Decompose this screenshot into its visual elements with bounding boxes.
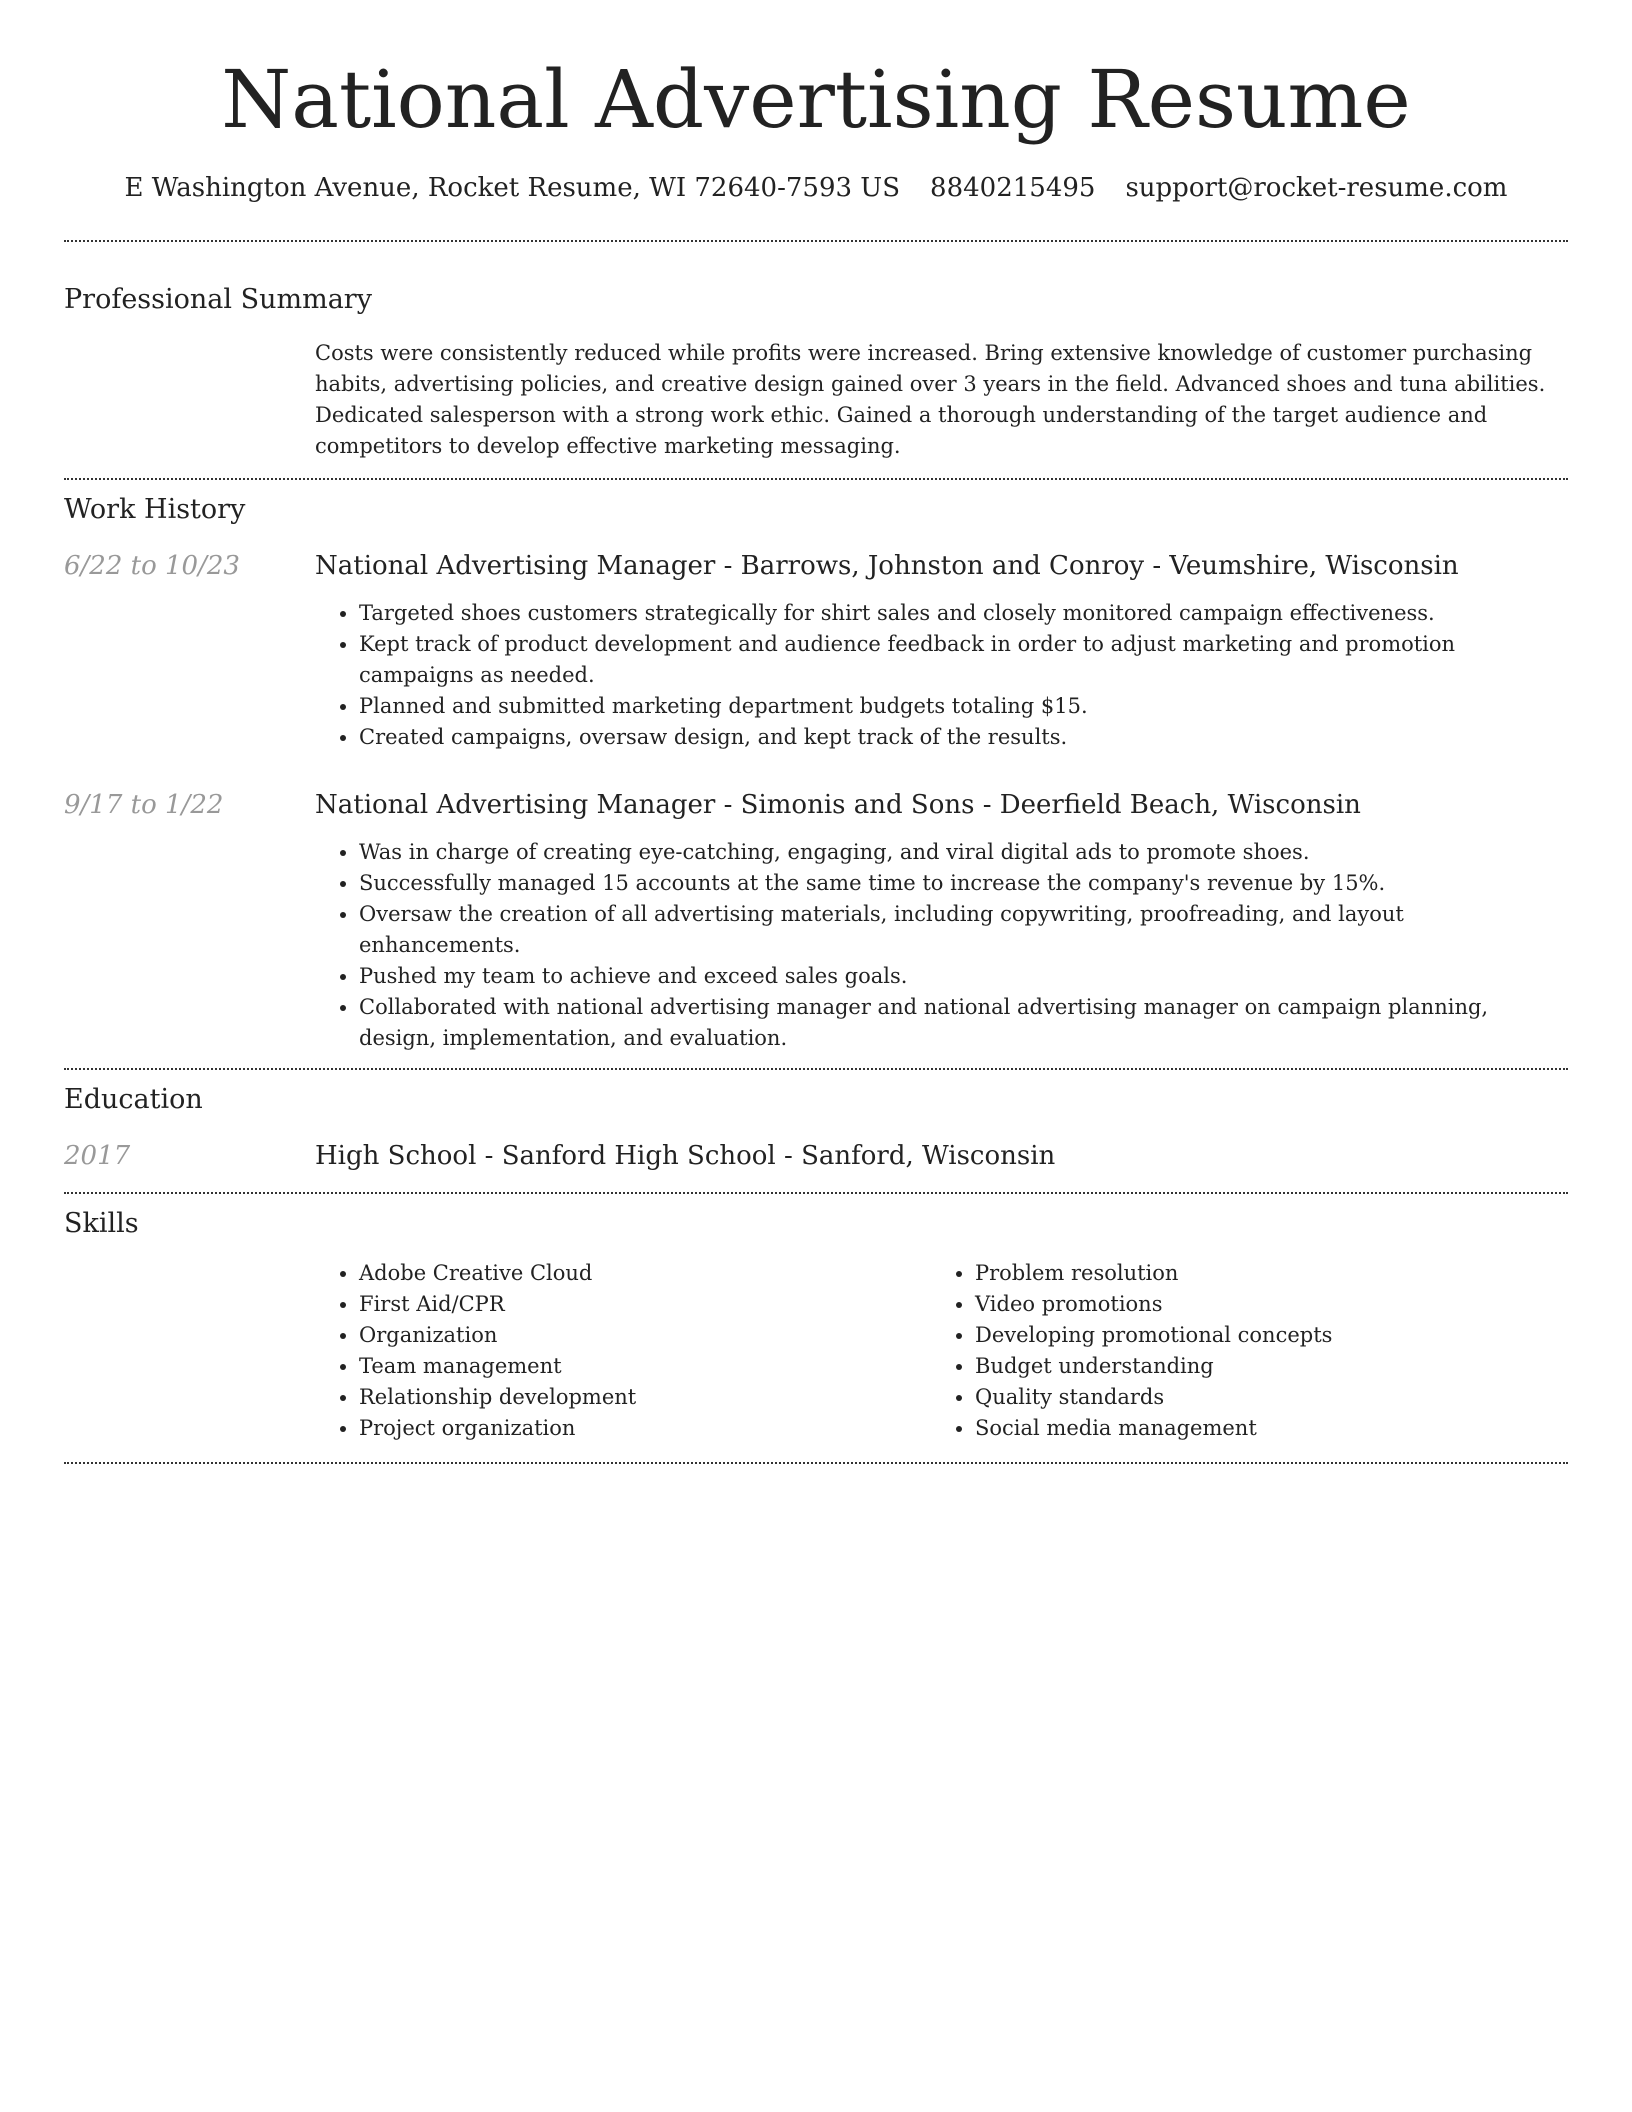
contact-line [64, 170, 1568, 206]
education-dates: 2017 [64, 1141, 131, 1171]
skill-item: • Quality standards [975, 1382, 1547, 1413]
education-body [315, 1138, 1568, 1174]
job-bullet: • Was in charge of creating eye-catching, engaging, and viral digital ads to promote shoes. [359, 837, 1568, 868]
job-bullet: • Kept track of product development and audience feedback in order to adjust marketing and promotion campaigns as needed. [359, 629, 1568, 691]
job-bullet: • Oversaw the creation of all advertising materials, including copywriting, proofreading, and layout enhancements. [359, 899, 1568, 961]
contact-email: support@rocket-resume.com [1125, 173, 1508, 203]
skill-item: • Video promotions [975, 1289, 1547, 1320]
job-heading: National Advertising Manager - Simonis and Sons - Deerfield Beach, Wisconsin [315, 790, 1361, 820]
contact-address: E Washington Avenue, Rocket Resume, WI 72640-7593 US [124, 173, 901, 203]
education-entry [64, 1138, 1568, 1174]
education-title: Education [64, 1084, 203, 1115]
skill-item: • Team management [359, 1351, 931, 1382]
job-body [315, 787, 1568, 1054]
job-bullet: • Targeted shoes customers strategically for shirt sales and closely monitored campaign effectiveness. [359, 598, 1568, 629]
skill-item: • Social media management [975, 1413, 1547, 1444]
summary-text: Costs were consistently reduced while profits were increased. Bring extensive knowledge of customer purchasing habits, advertising policies, and creative design gained over 3 years in the field. Advanced shoes and tuna abilities. Dedicated salesperson with a strong work ethic. Gained a thorough understanding of the target audience and competitors to develop effective marketing messaging. [315, 341, 1546, 458]
job-bullets [315, 837, 1568, 1054]
job-body [315, 548, 1568, 753]
job-bullet: • Successfully managed 15 accounts at the same time to increase the company's revenue by 15%. [359, 868, 1568, 899]
skills-list-right [931, 1258, 1547, 1444]
skills-grid [315, 1258, 1568, 1444]
resume-title: National Advertising Resume [221, 53, 1411, 146]
skill-item: • Organization [359, 1320, 931, 1351]
skill-item: • Problem resolution [975, 1258, 1547, 1289]
skills-title: Skills [64, 1208, 139, 1239]
job-bullet: • Created campaigns, oversaw design, and kept track of the results. [359, 722, 1568, 753]
skill-item: • Developing promotional concepts [975, 1320, 1547, 1351]
skill-item: • Relationship development [359, 1382, 931, 1413]
education-heading: High School - Sanford High School - Sanford, Wisconsin [315, 1141, 1056, 1171]
job-bullet: • Collaborated with national advertising manager and national advertising manager on campaign planning, design, implementation, and evaluation. [359, 992, 1568, 1054]
skill-item: • Adobe Creative Cloud [359, 1258, 931, 1289]
skill-item: • Budget understanding [975, 1351, 1547, 1382]
summary-divider [64, 478, 1568, 480]
job-dates: 6/22 to 10/23 [64, 551, 240, 581]
work-history-section [64, 492, 1568, 1070]
job-entry [64, 548, 1568, 753]
skills-list-left [315, 1258, 931, 1444]
skills-column-right [931, 1258, 1547, 1444]
contact-phone: 8840215495 [930, 173, 1096, 203]
job-entry [64, 787, 1568, 1054]
summary-section [64, 282, 1568, 462]
education-divider [64, 1192, 1568, 1194]
header-divider [64, 240, 1568, 242]
skills-divider [64, 1462, 1568, 1464]
skill-item: • First Aid/CPR [359, 1289, 931, 1320]
job-bullet: • Pushed my team to achieve and exceed sales goals. [359, 961, 1568, 992]
skill-item: • Project organization [359, 1413, 931, 1444]
job-bullets [315, 598, 1568, 753]
skills-section [64, 1206, 1568, 1464]
work-history-title: Work History [64, 494, 246, 525]
job-bullet: • Planned and submitted marketing department budgets totaling $15. [359, 691, 1568, 722]
job-dates: 9/17 to 1/22 [64, 790, 224, 820]
work-history-divider [64, 1068, 1568, 1070]
summary-title: Professional Summary [64, 284, 372, 315]
education-section [64, 1082, 1568, 1194]
job-heading: National Advertising Manager - Barrows, Johnston and Conroy - Veumshire, Wisconsin [315, 551, 1459, 581]
skills-column-left [315, 1258, 931, 1444]
